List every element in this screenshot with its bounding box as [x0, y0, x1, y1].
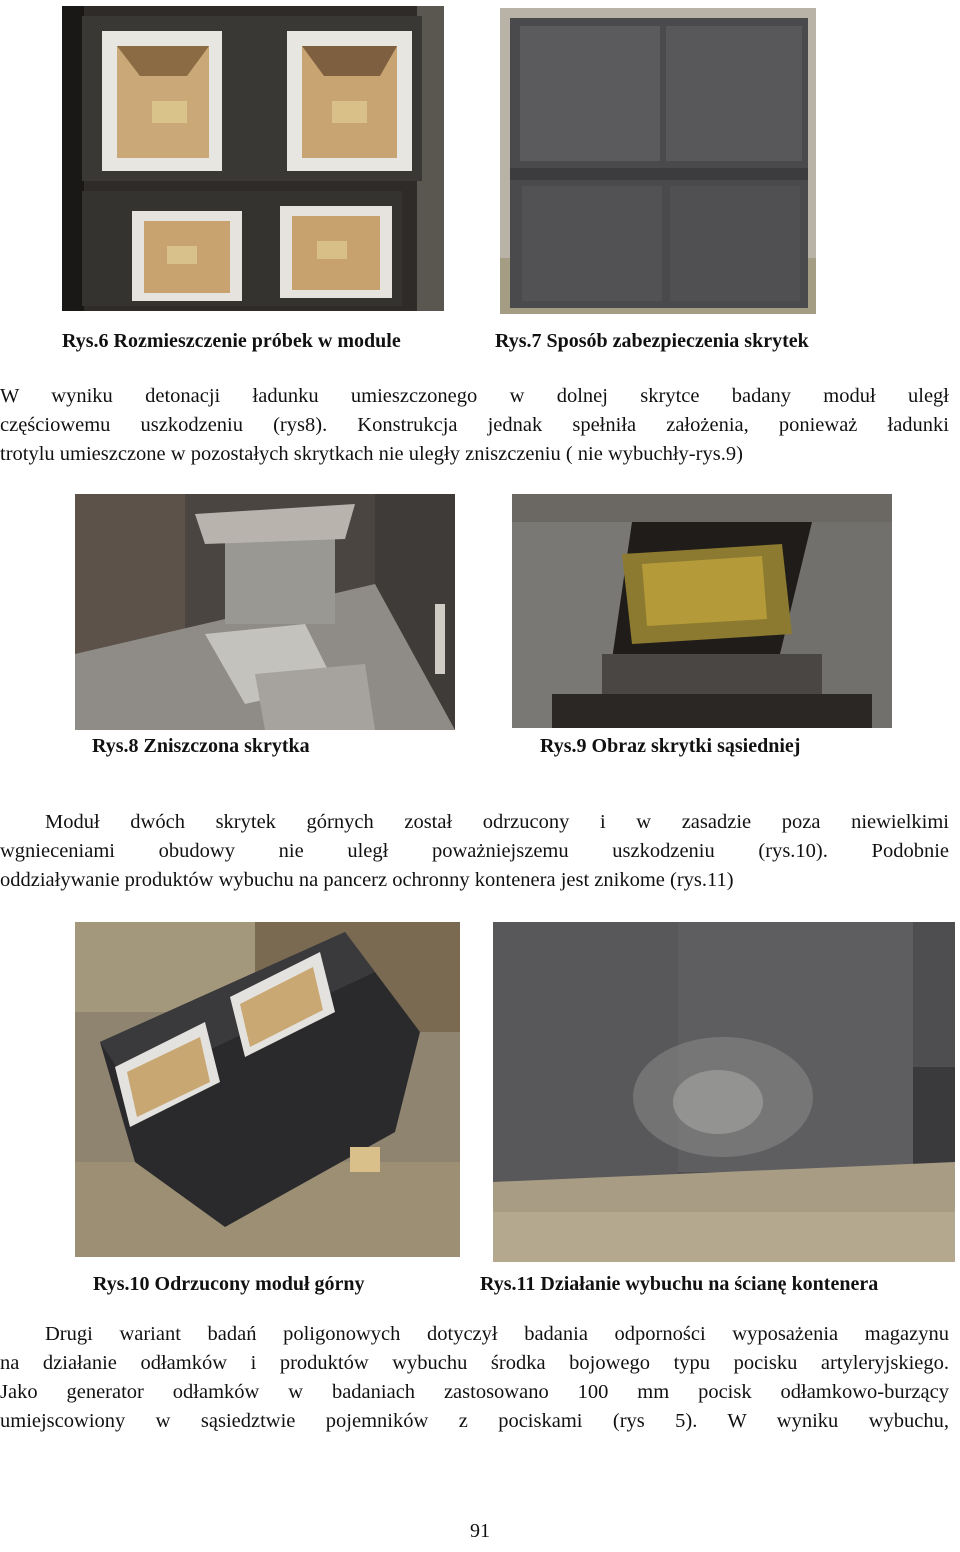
figure-rys6-caption: Rys.6 Rozmieszczenie próbek w module: [62, 330, 401, 352]
paragraph-line: wgnieceniami obudowy nie uległ poważniejszemu uszkodzeniu (rys.10). Podobnie: [0, 840, 949, 862]
paragraph-line: na działanie odłamków i produktów wybuchu środka bojowego typu pocisku artyleryjskiego.: [0, 1352, 949, 1374]
figure-rys9-photo: [512, 494, 892, 728]
paragraph-line: Jako generator odłamków w badaniach zastosowano 100 mm pocisk odłamkowo-burzący: [0, 1381, 949, 1403]
paragraph-2: [0, 808, 949, 895]
figure-rys8-photo: [75, 494, 455, 730]
paragraph-line: Moduł dwóch skrytek górnych został odrzucony i w zasadzie poza niewielkimi: [45, 811, 949, 833]
page-number: 91: [470, 1520, 490, 1542]
figure-rys8-caption: Rys.8 Zniszczona skrytka: [92, 735, 310, 757]
figure-rys9-caption: Rys.9 Obraz skrytki sąsiedniej: [540, 735, 801, 757]
paragraph-line: częściowemu uszkodzeniu (rys8). Konstrukcja jednak spełniła założenia, ponieważ ładunki: [0, 414, 949, 436]
figure-rys7-photo: [500, 8, 816, 314]
paragraph-1: [0, 382, 949, 469]
figure-rys10-photo: [75, 922, 460, 1257]
figure-rys6-photo: [62, 6, 444, 311]
figure-rys11-caption: Rys.11 Działanie wybuchu na ścianę kontenera: [480, 1273, 879, 1295]
figure-rys11-photo: [493, 922, 955, 1262]
paragraph-line: W wyniku detonacji ładunku umieszczonego w dolnej skrytce badany moduł uległ: [0, 385, 949, 407]
figure-rys7-caption: Rys.7 Sposób zabezpieczenia skrytek: [495, 330, 809, 352]
paragraph-line: Drugi wariant badań poligonowych dotyczył badania odporności wyposażenia magazynu: [45, 1323, 949, 1345]
paragraph-line: umiejscowiony w sąsiedztwie pojemników z pociskami (rys 5). W wyniku wybuchu,: [0, 1410, 949, 1432]
paragraph-3: [0, 1320, 949, 1436]
paragraph-line: trotylu umieszczone w pozostałych skrytkach nie uległy zniszczeniu ( nie wybuchły-rys.9): [0, 443, 743, 465]
figure-rys10-caption: Rys.10 Odrzucony moduł górny: [93, 1273, 365, 1295]
paragraph-line: oddziaływanie produktów wybuchu na pancerz ochronny kontenera jest znikome (rys.11): [0, 869, 734, 891]
